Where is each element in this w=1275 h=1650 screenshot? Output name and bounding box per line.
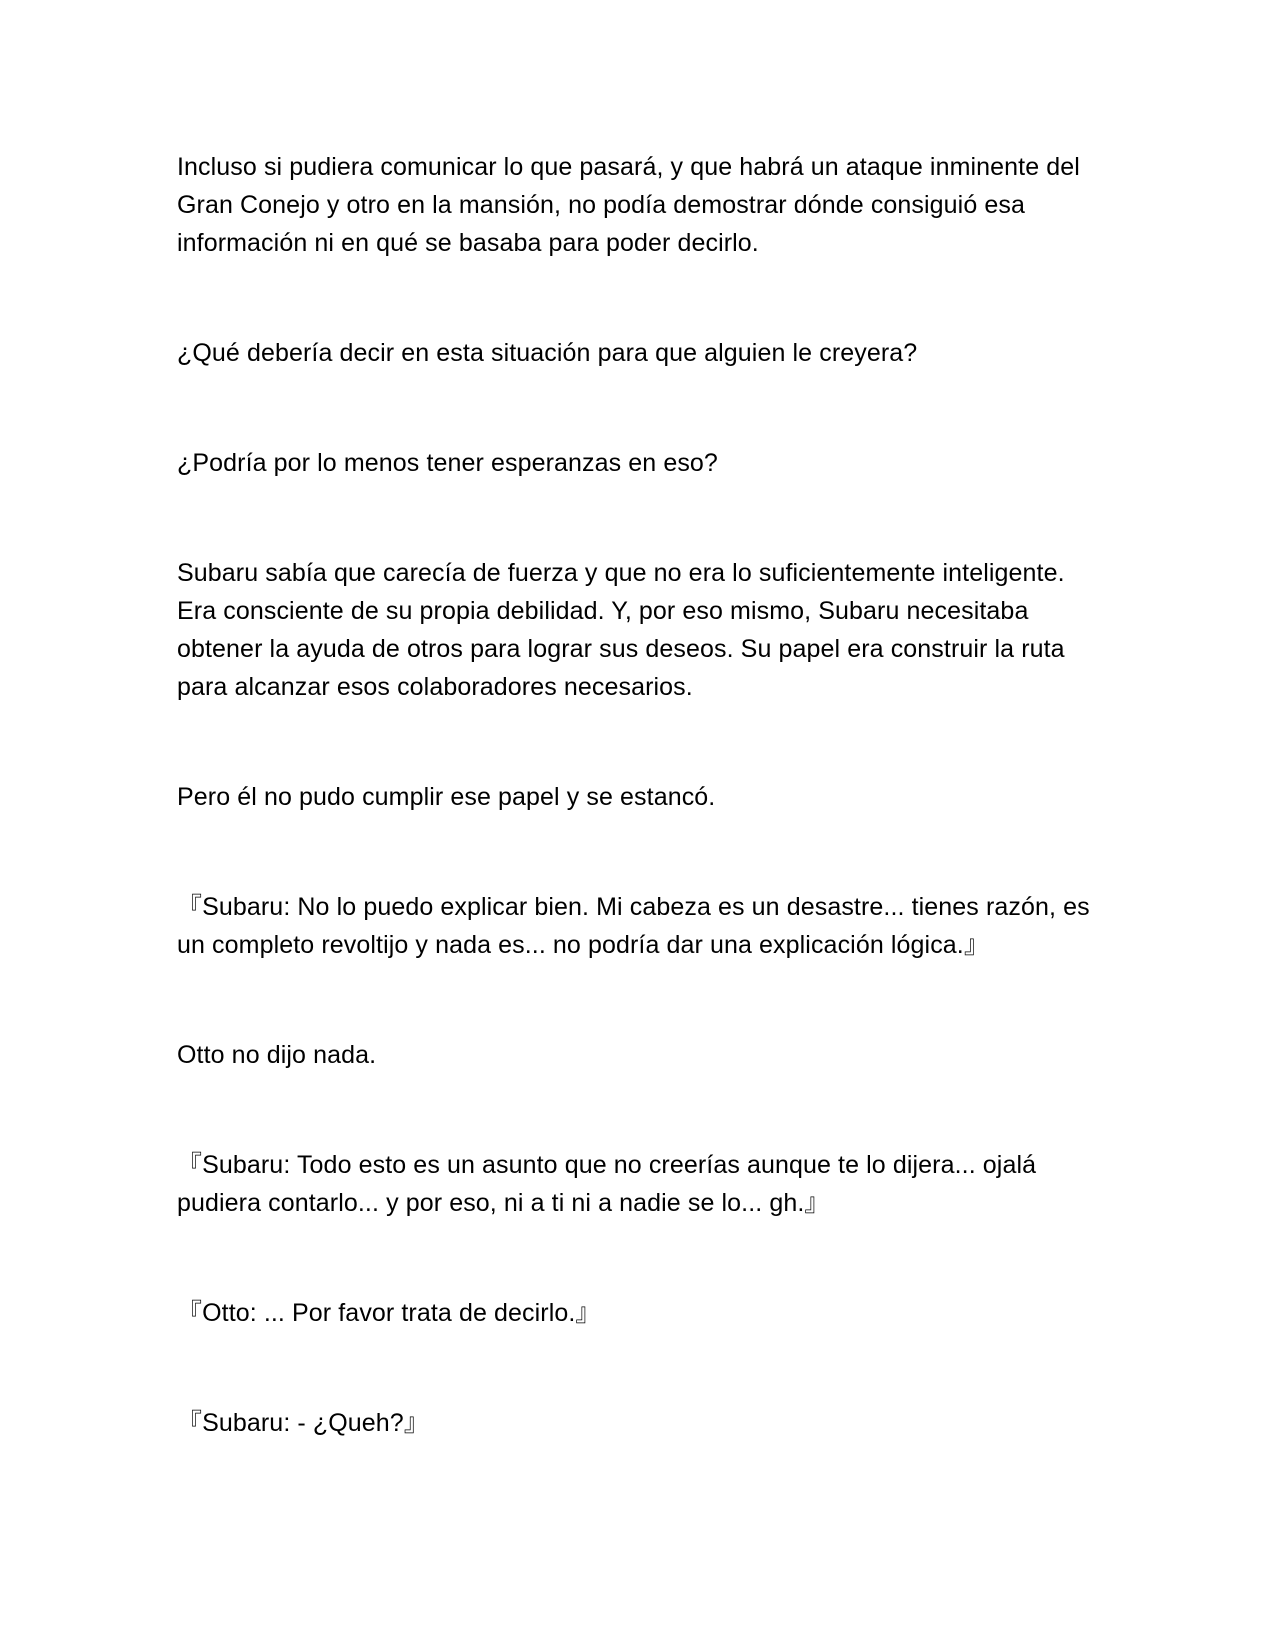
paragraph-1: Incluso si pudiera comunicar lo que pasará, y que habrá un ataque inminente del Gran Conejo y otro en la mansión, no podía demostrar dónde consiguió esa información ni en qué se basaba para poder decirlo. bbox=[177, 153, 1080, 257]
dialogue-subaru-3: 『Subaru: - ¿Queh?』 bbox=[177, 1409, 429, 1437]
paragraph-7: Otto no dijo nada. bbox=[177, 1041, 377, 1069]
paragraph-5: Pero él no pudo cumplir ese papel y se estancó. bbox=[177, 783, 716, 811]
paragraph-3: ¿Podría por lo menos tener esperanzas en eso? bbox=[177, 449, 718, 477]
document-page bbox=[177, 148, 1107, 1442]
dialogue-otto: 『Otto: ... Por favor trata de decirlo.』 bbox=[177, 1299, 601, 1327]
paragraph-4: Subaru sabía que carecía de fuerza y que no era lo suficientemente inteligente. Era consciente de su propia debilidad. Y, por eso mismo, Subaru necesitaba obtener la ayuda de otros para lograr sus deseos. Su papel era construir la ruta para alcanzar esos colaboradores necesarios. bbox=[177, 559, 1065, 701]
dialogue-subaru-2: 『Subaru: Todo esto es un asunto que no creerías aunque te lo dijera... ojalá pudiera contarlo... y por eso, ni a ti ni a nadie se lo... gh.』 bbox=[177, 1151, 1037, 1217]
dialogue-subaru-1: 『Subaru: No lo puedo explicar bien. Mi cabeza es un desastre... tienes razón, es un completo revoltijo y nada es... no podría dar una explicación lógica.』 bbox=[177, 893, 1090, 959]
paragraph-2: ¿Qué debería decir en esta situación para que alguien le creyera? bbox=[177, 339, 918, 367]
